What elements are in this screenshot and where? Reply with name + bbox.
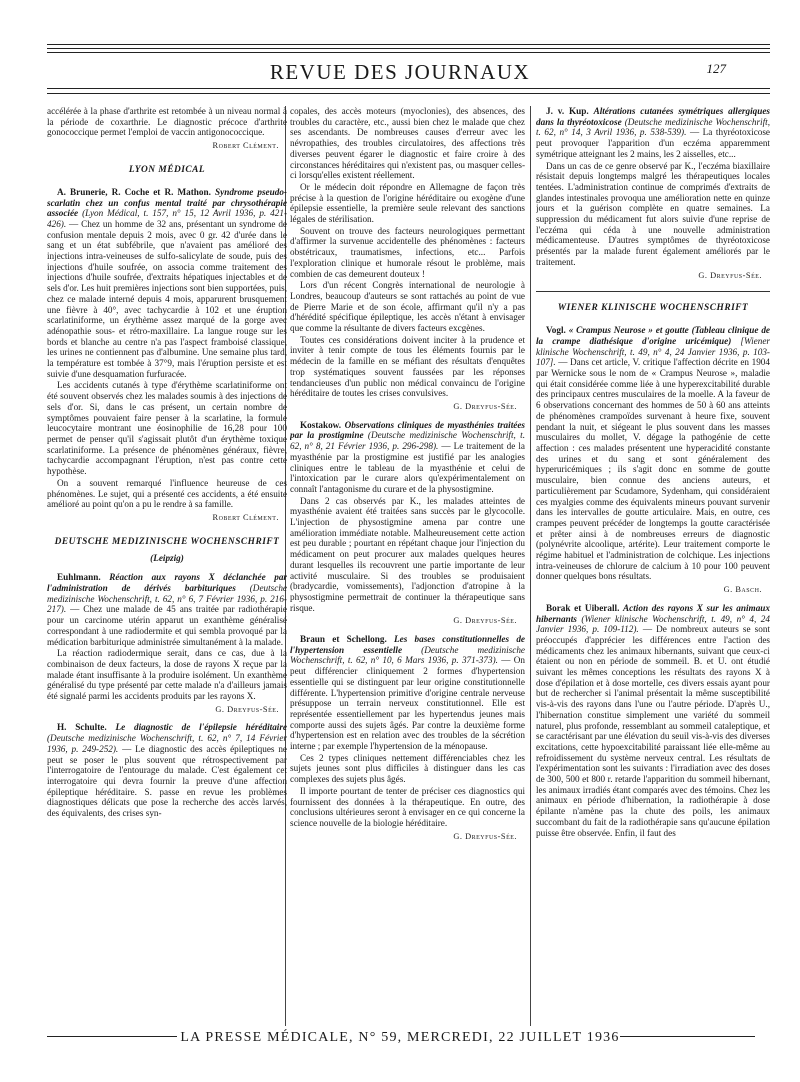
entry-text: — Chez un homme de 32 ans, présentant un syndrome de confusion mentale depuis 2 mois, avec 0 gr. 42 d'urée dans le sang et un état subfébrile, que n'avaient pas amélioré des injections intra-veineuses de sulfo-salicylate de soude, puis des injections d'huile soufrée, on associa comme traitement des injections d'huile soufrée, d'extraits hépatiques injectables et de sels d'or. Les huit premières injections sont bien supportées, puis, chez ce malade interné depuis 4 mois, apparurent brusquement une fièvre à 40°, avec tachycardie à 102 et une éruption scarlatiniforme, un érythème assez marqué de la gorge avec adénopathie sous- et rétro-maxillaire. La langue rouge sur les bords et blanche au centre n'a pas l'aspect framboisé classique, les urines ne contiennent pas d'albumine. Une semaine plus tard, la température est tombée à 37°9, mais l'éruption persiste et est suivie d'une desquamation furfuracée. (47, 218, 287, 379)
top-rule-2 (47, 48, 770, 49)
abstract-paragraph: Lors d'un récent Congrès international de neurologie à Londres, beaucoup d'auteurs se sont rattachés au point de vue de Pierre Marie et de son école, affirmant qu'il n'y a pas d'hérédité spécifique épileptique, les accès n'étant à envisager que comme la résultante de divers facteurs excgènes. (290, 280, 525, 334)
signature: G. Dreyfus-Sée. (215, 704, 279, 714)
abstract-entry (536, 325, 770, 582)
signature: G. Dreyfus-Sée. (453, 616, 517, 626)
abstract-paragraph: Les accidents cutanés à type d'érythème scarlatiniforme ont été souvent observés chez les malades soumis à des injections de sels d'or. Si, dans le cas présent, un certain nombre de symptômes pouvaient faire penser à la scarlatine, la formule leucocytaire montrant une éosinophilie de 16,28 pour 100 permet de penser qu'il s'agissait plutôt d'un érythème toxique scarlatiniforme. La présence de phénomènes généraux, fièvre, tachycardie accompagnant l'éruption, n'est pas contre cette hypothèse. (47, 380, 287, 477)
abstract-paragraph: Dans 2 cas observés par K., les malades atteintes de myasthénie avaient été traitées sans succès par le glycocolle. L'injection de physostigmine amena par contre une amélioration immédiate notable. Malheureusement cette action est peu durable ; pourtant en répétant chaque jour l'injection du médicament on peut procurer aux malades quelques heures durant lesquelles ils recouvrent une partie importante de leur activité musculaire. Si des troubles se produisaient (bradycardie, vomissements), l'adjonction d'atropine à la physostigmine permettrait de continuer la thérapeutique sans risque. (290, 495, 525, 613)
entry-title: « Crampus Neurose » et goutte (Tableau clinique de la crampe diathésique d'origine uricémique) (536, 325, 770, 346)
abstract-entry (47, 572, 287, 647)
column-left (47, 106, 287, 1026)
entry-source: [Wiener klinische Wochenschrift, t. 49, n° 4, 24 Janvier 1936, p. 103-107]. (536, 335, 770, 368)
entry-authors: H. Schulte. (57, 722, 107, 733)
entry-text: — Chez une malade de 45 ans traitée par radiothérapie pour un carcinome utérin apparut un exanthème généralisé correspondant à une radiodermite et qui sembla provoqué par la médication barbiturique administrée simultanément à la malade. (47, 604, 287, 647)
header-bottom-rule-2 (47, 93, 770, 94)
entry-source: (Deutsche medizinische Wochenschrift, t. 62, n° 7, 14 Février 1936, p. 249-252). (47, 733, 287, 754)
entry-authors: Vogl. (546, 325, 566, 336)
entry-title: Action des rayons X sur les animaux hibernants (536, 602, 770, 624)
entry-source: (Deutsche medizinische Wochenschrift, t. 62, n° 10, 6 Mars 1936, p. 371-373). (290, 644, 525, 666)
entry-authors: J. v. Kup. (546, 106, 589, 116)
entry-source: (Deutsche medizinische Wochenschrift, t. 62, n° 8, 21 Février 1936, p. 296-298). (290, 430, 525, 452)
entry-text: — On peut différencier cliniquement 2 formes d'hypertension essentielle qui se distinguent par leur origine constitutionnelle différente. L'hypertension primitive d'origine centrale nerveuse présuppose un terrain nerveux constitutionnel. Elle est représentée essentiellement par les hypertendus jeunes mais comporte aussi des sujets âgés. Par contre la deuxième forme d'hypertension est en relation avec des troubles de la sécrétion interne ; par exemple l'hypertension de la ménopause. (290, 655, 525, 752)
column-middle (290, 106, 525, 1026)
section-heading-dmw: DEUTSCHE MEDIZINISCHE WOCHENSCHRIFT (54, 536, 280, 547)
abstract-entry (47, 722, 287, 818)
page-number: 127 (706, 61, 726, 76)
entry-text: — Le traitement de la myasthénie par la prostigmine est justifié par les analogies cliniques entre le tableau de la myasthénie et celui de l'intoxication par le curare alors qu'expérimentalement on connaît l'antagonisme du curare et de la physostigmine. (290, 441, 525, 494)
entry-source: (Deutsche medizinische Wochenschrift, t. 62, n° 14, 3 Avril 1936, p. 538-539). (536, 116, 770, 138)
entry-authors: Braun et Schellong. (300, 634, 387, 645)
column-right (536, 106, 770, 1026)
abstract-paragraph: Toutes ces considérations doivent inciter à la prudence et inviter à tenir compte de tous les éléments fournis par le médecin de la famille en se méfiant des résultats d'enquêtes trop systématiques souvent faussées par les réponses tendancieuses d'un public non médical convaincu de l'origine héréditaire de toutes les crises convulsives. (290, 334, 525, 399)
entry-source: (Lyon Médical, t. 157, n° 15, 12 Avril 1936, p. 421-426). (47, 208, 287, 229)
entry-title: Observations cliniques de myasthénies traitées par la prostigmine (290, 419, 525, 441)
footer-rule-right (620, 1036, 755, 1037)
abstract-entry (290, 420, 525, 495)
entry-title: Le diagnostic de l'épilepsie héréditaire (115, 722, 287, 733)
abstract-paragraph: Souvent on trouve des facteurs neurologiques permettant d'affirmer la survenue accidentelle des phénomènes : facteurs obstétricaux, traumatismes, infections, etc... Parfois l'exploration clinique et humorale résout le problème, mais combien de cas demeurent douteux ! (290, 225, 525, 279)
header-bottom-rule-1 (47, 88, 770, 89)
entry-source: (Deutsche medizinische Wochenschrift, t. 62, n° 6, 7 Février 1936, p. 216-217). (47, 583, 287, 615)
entry-authors: Kostakow. (300, 419, 342, 430)
continued-paragraph: accélérée à la phase d'arthrite est retombée à un niveau normal à la période de coxarthrie. Le diagnostic précoce d'arthrite gonococcique permet l'emploi de vaccin antigonococcique. (47, 106, 287, 138)
abstract-entry (290, 634, 525, 752)
top-rule-1 (47, 44, 770, 45)
abstract-entry (536, 106, 770, 160)
signature: G. Dreyfus-Sée. (698, 270, 762, 280)
abstract-entry (47, 187, 287, 380)
continued-paragraph: copales, des accès moteurs (myoclonies), des absences, des troubles du caractère, etc., aussi bien chez le malade que chez ses ascendants. De nombreuses causes d'erreur avec les névropathies, des troubles circulatoires, des affections très diverses peuvent égarer le diagnostic et faire croire à des circonstances héréditaires qui n'existent pas, ou masquer celles-ci lorsqu'elles existent réellement. (290, 106, 525, 181)
entry-text: — De nombreux auteurs se sont préoccupés d'apprécier les différences entre l'action des médicaments chez les animaux hibernants, suivant que ceux-ci étaient ou non en période de sommeil. B. et U. ont étudié suivant les mêmes conceptions les résultats des rayons X à dose d'épilation et à dose mortelle, ces divers essais ayant pour but de rechercher si l'animal présentait la même susceptibilité vis-à-vis des rayons dans l'une ou l'autre période. D'après U., l'hibernation constitue simplement une variété du sommeil naturel, plus profonde, ressemblant au sommeil cataleptique, et se caractérisant par une élévation du seuil vis-à-vis des diverses excitations, cette hypoexcitabilité paraissant liée elle-même au refroidissement du système nerveux central. Les résultats de l'expérimentation sont les suivants : l'irradiation avec des doses de 300, 500 et 800 r. retarde l'apparition du sommeil hibernant, les animaux irradiés étant comparés avec des témoins. Chez les animaux en période d'hibernation, la radiothérapie à dose épilante n'amène pas la chute des poils, les animaux succombant du fait de la radiothérapie sans qu'aucune épilation puisse être observée. Enfin, il faut des (536, 624, 770, 838)
column-divider-2 (530, 106, 531, 1026)
signature: Robert Clément. (212, 512, 279, 522)
section-heading-lyon-medical: LYON MÉDICAL (128, 164, 206, 175)
entry-title: Les bases constitutionnelles de l'hypertension essentielle (290, 634, 525, 655)
entry-title: Réaction aux rayons X déclanchée par l'administration de dérivés barbituriques (47, 572, 287, 594)
entry-text: — La thyréotoxicose peut provoquer l'apparition d'un eczéma apparemment symétrique atteignant les 2 mains, les 2 aisselles, etc... (536, 127, 770, 159)
abstract-paragraph: Or le médecin doit répondre en Allemagne de façon très précise à la question de l'origine héréditaire ou exogène d'une épilepsie essentielle, la première seule relevant des sanctions légales de stérilisation. (290, 181, 525, 225)
page-footer: LA PRESSE MÉDICALE, N° 59, MERCREDI, 22 JUILLET 1936 (180, 1030, 620, 1045)
abstract-entry (536, 603, 770, 838)
abstract-paragraph: Dans un cas de ce genre observé par K., l'eczéma biaxillaire résistait depuis longtemps malgré les thérapeutiques locales tentées. L'administration continue de comprimés d'extraits de glandes intestinales provoqua une amélioration nette en quinze jours et la guérison complète en quatre semaines. La suppression du médicament fut alors suivie d'une reprise de l'eczéma qui céda à une nouvelle administration médicamenteuse. D'autres symptômes de thyréotoxicose présentés par la malade furent également améliorés par le traitement. (536, 160, 770, 267)
abstract-paragraph: La réaction radiodermique serait, dans ce cas, due à la combinaison de deux facteurs, la dose de rayons X reçue par la malade étant insuffisante à la produire isolément. Un exanthème généralisé du type présenté par cette malade n'a d'ailleurs jamais été signalé parmi les accidents produits par les rayons X. (47, 648, 287, 702)
entry-text: — Dans cet article, V. critique l'affection décrite en 1904 par Wernicke sous le nom de « Crampus Neurose », maladie qui était considérée comme liée à une hyperexcitabilité durable des principaux centres musculaires de la moelle. A la faveur de 6 observations concernant des hommes de 50 à 60 ans atteints de phénomènes crampoïdes survenant à heure fixe, souvent pendant la nuit, et siégeant le plus souvent dans les masses musculaires du mollet, V. dégage la pathogénie de cette affection : ces malades présentent une hyperacidité constante des urines et du sang et sont généralement des hyperuricémiques ; ils s'agit donc en somme de goutte musculaire, bien connue des anciens auteurs, et particulièrement par Scudamore, Sydenham, qui considéraient ces myalgies comme des équivalents mineurs pouvant survenir dans les intervalles de goutte articulaire. Mais, en outre, ces crampes peuvent précéder de longtemps la goutte caractérisée et prêter ainsi à de nombreuses erreurs de diagnostic (polynévrite alcoolique, artérite). Leur traitement comporte le régime habituel et l'administration de colchique. Les injections intra-veineuses de chlorure de calcium à 10 pour 100 peuvent donner quelques bons résultats. (536, 357, 770, 582)
top-rule-3 (47, 52, 770, 53)
entry-authors: A. Brunerie, R. Coche et R. Mathon. (57, 186, 211, 197)
abstract-paragraph: Il importe pourtant de tenter de préciser ces diagnostics qui fournissent des données à la thérapeutique. En outre, des conclusions ultérieures seront à envisager en ce qui concerne la science nouvelle de la biologie héréditaire. (290, 785, 525, 828)
abstract-paragraph: Ces 2 types cliniques nettement différenciables chez les sujets jeunes sont plus difficiles à distinguer dans les cas complexes des sujets plus âgés. (290, 752, 525, 785)
abstract-paragraph: On a souvent remarqué l'influence heureuse de ces phénomènes. Le sujet, qui a présenté ces accidents, a été ensuite amélioré au point qu'on a pu le rendre à sa famille. (47, 477, 287, 510)
entry-title: Altérations cutanées symétriques allergiques dans la thyréotoxicose (536, 106, 770, 127)
signature: G. Dreyfus-Sée. (453, 401, 517, 411)
entry-authors: Borak et Uiberall. (546, 602, 620, 613)
section-heading-wkw: WIENER KLINISCHE WOCHENSCHRIFT (536, 291, 770, 315)
entry-title: Syndrome pseudo-scarlatin chez un confus mental traité par chrysothérapie associée (47, 186, 287, 219)
entry-authors: Euhlmann. (57, 572, 101, 583)
signature: G. Basch. (723, 585, 762, 595)
entry-source: (Wiener klinische Wochenschrift, t. 49, n° 4, 24 Janvier 1936, p. 109-112). (536, 613, 770, 635)
section-subheading-leipzig: (Leipzig) (150, 552, 184, 563)
signature: Robert Clément. (212, 141, 279, 151)
signature: G. Dreyfus-Sée. (453, 831, 517, 841)
journal-section-title: REVUE DES JOURNAUX (269, 60, 531, 84)
entry-text: — Le diagnostic des accès épileptiques ne peut se poser le plus souvent que rétrospectivement par l'interrogatoire de l'entourage du malade. C'est également cet interrogatoire qui devra fournir la preuve d'une affection épileptique héréditaire. S. passe en revue les problèmes diagnostiques délicats que pose la recherche des accès larvés, des équivalents, des crises syn- (47, 743, 287, 819)
